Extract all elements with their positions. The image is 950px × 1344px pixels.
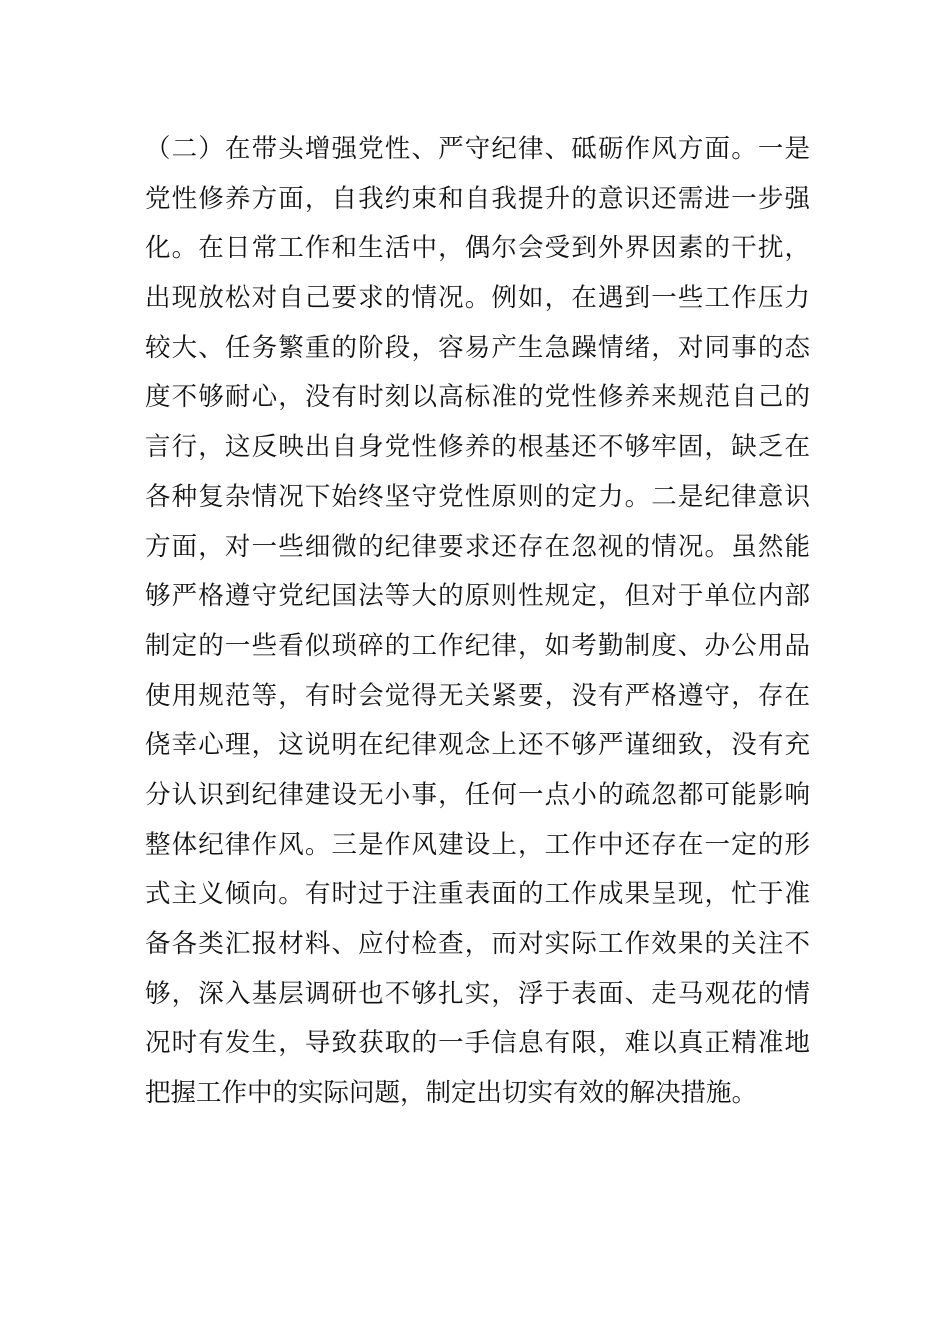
paragraph-line: 况时有发生，导致获取的一手信息有限，难以真正精准地 [145,1028,810,1059]
paragraph-line: 式主义倾向。有时过于注重表面的工作成果呈现，忙于准 [145,879,810,910]
paragraph-line: 党性修养方面，自我约束和自我提升的意识还需进一步强 [145,183,810,214]
paragraph-line: 出现放松对自己要求的情况。例如，在遇到一些工作压力 [145,283,810,314]
paragraph-line: 言行，这反映出自身党性修养的根基还不够牢固，缺乏在 [145,432,810,463]
paragraph-line: 够，深入基层调研也不够扎实，浮于表面、走马观花的情 [145,978,810,1009]
paragraph-line: 方面，对一些细微的纪律要求还存在忽视的情况。虽然能 [145,531,810,562]
paragraph-line: 整体纪律作风。三是作风建设上，工作中还存在一定的形 [145,829,810,860]
paragraph-line: 分认识到纪律建设无小事，任何一点小的疏忽都可能影响 [145,779,810,810]
paragraph-line: 较大、任务繁重的阶段，容易产生急躁情绪，对同事的态 [145,332,810,363]
paragraph-line: 够严格遵守党纪国法等大的原则性规定，但对于单位内部 [145,581,810,612]
paragraph-line: 化。在日常工作和生活中，偶尔会受到外界因素的干扰， [145,233,810,264]
paragraph-line: 度不够耐心，没有时刻以高标准的党性修养来规范自己的 [145,382,810,413]
paragraph-line: 备各类汇报材料、应付检查，而对实际工作效果的关注不 [145,929,810,959]
paragraph-line-last: 把握工作中的实际问题，制定出切实有效的解决措施。 [145,1078,758,1109]
paragraph-line: 使用规范等，有时会觉得无关紧要，没有严格遵守，存在 [145,680,810,711]
paragraph-line: （二）在带头增强党性、严守纪律、砥砺作风方面。一是 [145,134,810,164]
body-paragraph [145,125,810,1119]
paragraph-line: 各种复杂情况下始终坚守党性原则的定力。二是纪律意识 [145,481,810,512]
paragraph-line: 侥幸心理，这说明在纪律观念上还不够严谨细致，没有充 [145,730,810,761]
paragraph-line: 制定的一些看似琐碎的工作纪律，如考勤制度、办公用品 [145,630,810,661]
